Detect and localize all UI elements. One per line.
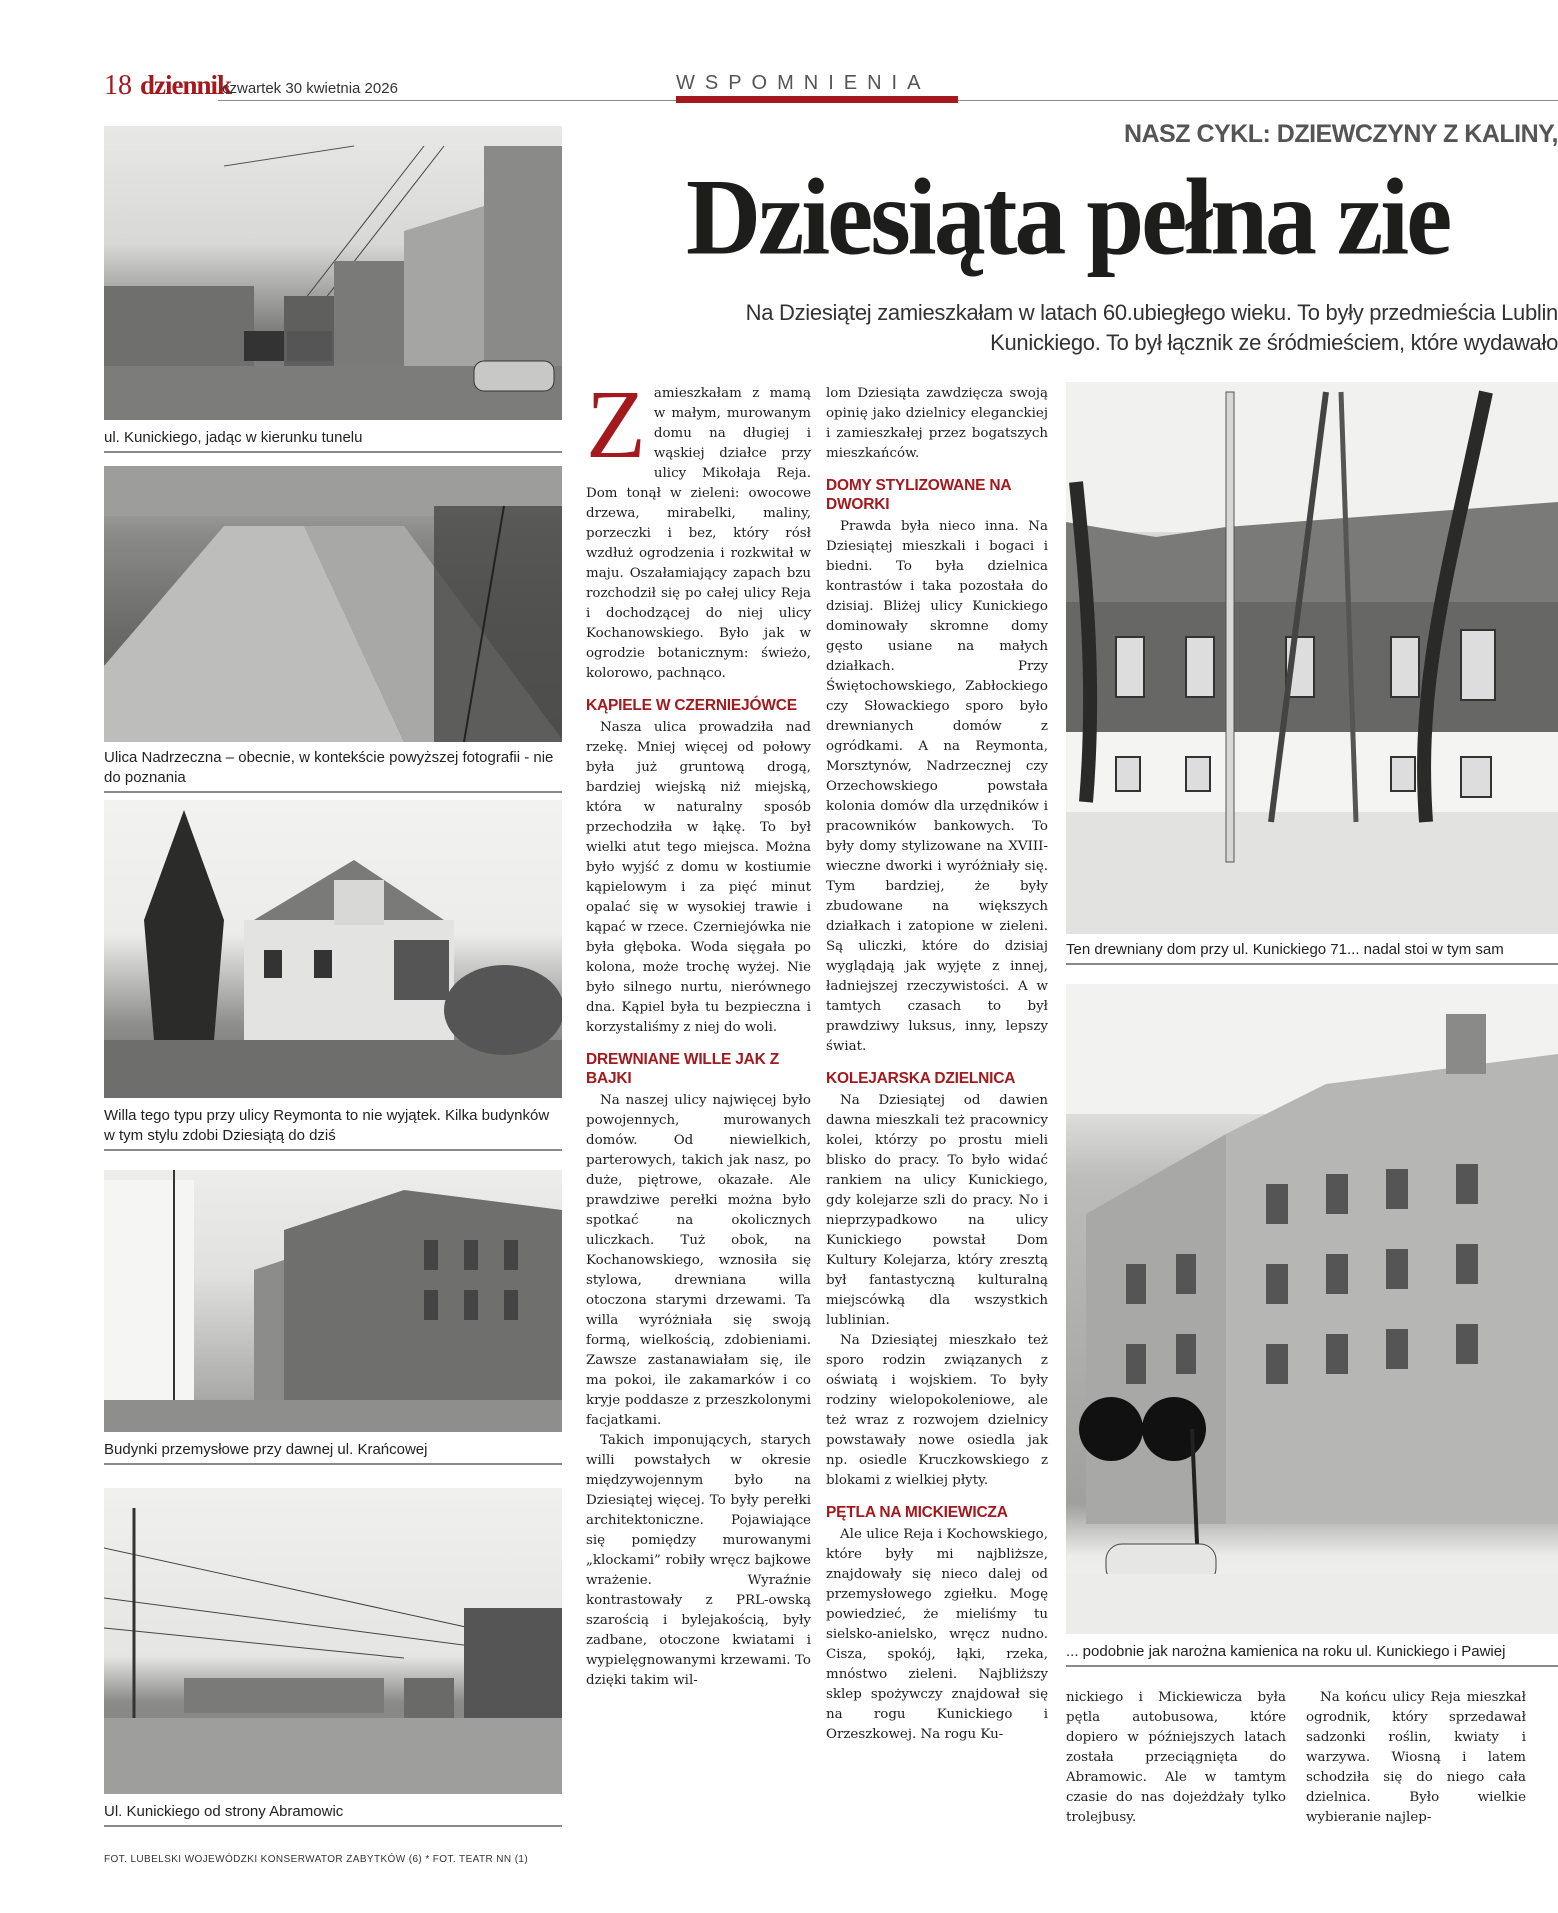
villa-scene-icon (104, 800, 562, 1098)
photo-caption: ... podobnie jak narożna kamienica na roku ul. Kunickiego i Pawiej (1066, 1642, 1558, 1667)
subheading: DOMY STYLIZOWANE NA DWORKI (826, 477, 1011, 513)
photo-krancowa-buildings (104, 1170, 562, 1432)
photo-caption: Budynki przemysłowe przy dawnej ul. Krańcowej (104, 1440, 562, 1465)
photo-caption: ul. Kunickiego, jadąc w kierunku tunelu (104, 428, 562, 453)
drop-cap: Z (586, 371, 646, 479)
page-number: 18 (104, 70, 132, 101)
brand-logo: dziennik (140, 70, 232, 100)
photo-caption: Willa tego typu przy ulicy Reymonta to nie wyjątek. Kilka budynków w tym stylu zdobi Dziesiątą do dziś (104, 1106, 562, 1151)
photo-wooden-house-kunickiego-71 (1066, 382, 1558, 934)
wooden-house-scene-icon (1066, 382, 1558, 934)
industrial-scene-icon (104, 1170, 562, 1432)
paragraph: Na końcu ulicy Reja mieszkał ogrodnik, który sprzedawał sadzonki roślin, kwiaty i warzywa. Wiosną i latem schodziła się do niego cała dzielnica. Było wielkie wybieranie najlep- (1306, 1690, 1526, 1825)
photo-reymonta-villa (104, 800, 562, 1098)
photo-credit: FOT. LUBELSKI WOJEWÓDZKI KONSERWATOR ZABYTKÓW (6) * FOT. TEATR NN (1) (104, 1854, 529, 1865)
paragraph: Takich imponujących, starych willi powstałych w okresie międzywojennym było na Dziesiątej więcej. To były perełki architektoniczne. Pojawiające się pomiędzy murowanymi „klockami” robiły wręcz bajkowe wrażenie. Wyraźnie kontrastowały z PRL-owską szarością i bylejakością, były zadbane, otoczone kwiatami i wypielęgnowanymi krzewami. To dzięki takim wil- (586, 1433, 811, 1688)
photo-kunickiego-abramowice (104, 1488, 562, 1794)
issue-date: czwartek 30 kwietnia 2026 (222, 80, 398, 97)
paragraph: Prawda była nieco inna. Na Dziesiątej mieszkali i bogaci i biedni. To była dzielnica kontrastów i taka pozostała do dzisiaj. Bliżej ulicy Kunickiego dominowały skromne domy gęsto usiane na małych działkach. Przy Świętochowskiego, Zabłockiego czy Słowackiego sporo było drewnianych domów z ogródkami. A na Reymonta, Morsztynów, Nadrzecznej czy Orzechowskiego powstała kolonia domów dla urzędników i pracowników bankowych. To były domy stylizowane na XVIII-wieczne dworki i wyróżniały się. Tym bardziej, że były zbudowane na większych działkach i zatopione w zieleni. Są uliczki, które do dzisiaj wyglądają jak wyjęte z innej, ładniejszej rzeczywistości. A w tamtych czasach to był prawdziwy luksus, inny, lepszy świat. (826, 519, 1048, 1054)
paragraph: Nasza ulica prowadziła nad rzekę. Mniej więcej od połowy była już gruntową drogą, bardziej wiejską niż miejską, która w naturalny sposób przechodziła w łąkę. To był wielki atut tego miejsca. Można było wyjść z domu w kostiumie kąpielowym i za pięć minut opalać się w wysokiej trawie i kąpać w rzece. Czerniejówka nie była głęboka. Woda sięgała po kolona, może trochę wyżej. Nie było silnego nurtu, nierównego dna. Kąpiel była tu bezpieczna i korzystaliśmy z niej do woli. (586, 720, 811, 1035)
paragraph: Na Dziesiątej od dawien dawna mieszkali też pracownicy kolei, którzy po prostu mieli blisko do pracy. To było widać rankiem na ulicy Kunickiego, gdy kolejarze szli do pracy. No i nieprzypadkowo na ulicy Kunickiego powstał Dom Kultury Kolejarza, który zresztą był fantastyczną kulturalną miejscówką dla wszystkich lublinian. (826, 1093, 1048, 1328)
subheading: PĘTLA NA MICKIEWICZA (826, 1504, 1008, 1521)
section-accent-bar (676, 96, 958, 103)
paragraph: nickiego i Mickiewicza była pętla autobusowa, które dopiero w późniejszych latach została przeciągnięta do Abramowic. Ale w tamtym czasie do nas dojeżdżały tylko trolejbusy. (1066, 1690, 1286, 1825)
street-scene-icon (104, 126, 562, 420)
dirt-road-scene-icon (104, 466, 562, 742)
article-column-2 (826, 384, 1048, 1745)
article-column-4 (1306, 1688, 1526, 1828)
subheading: KĄPIELE W CZERNIEJÓWCE (586, 697, 797, 714)
photo-caption: Ulica Nadrzeczna – obecnie, w kontekście powyższej fotografii - nie do poznania (104, 748, 562, 793)
photo-caption: Ten drewniany dom przy ul. Kunickiego 71... nadal stoi w tym sam (1066, 940, 1558, 965)
subheading: DREWNIANE WILLE JAK Z BAJKI (586, 1051, 779, 1087)
subheading: KOLEJARSKA DZIELNICA (826, 1070, 1016, 1087)
article-headline: Dziesiąta pełna zie (686, 158, 1450, 278)
article-column-3 (1066, 1688, 1286, 1828)
paragraph: Na Dziesiątej mieszkało też sporo rodzin związanych z oświatą i wojskiem. To były rodziny wielopokoleniowe, ale też wraz z rozwojem dzielnicy powstawały nowe osiedla jak np. osiedle Kruczkowskiego z blokami z wielkiej płyty. (826, 1333, 1048, 1488)
article-lead (588, 298, 1558, 358)
lead-line-2: Kunickiego. To był łącznik ze śródmieściem, które wydawało (990, 330, 1558, 355)
photo-caption: Ul. Kunickiego od strony Abramowic (104, 1802, 562, 1827)
photo-nadrzeczna-street (104, 466, 562, 742)
paragraph: Ale ulice Reja i Kochowskiego, które były mi najbliższe, znajdowały się nieco dalej od przemysłowego zgiełku. Mogę powiedzieć, że mieliśmy tu sielsko-anielsko, wręcz nudno. Cisza, spokój, łąki, rzeka, mnóstwo zieleni. Najbliższy sklep spożywczy znajdował się na rogu Kunickiego i Orzeszkowej. Na rogu Ku- (826, 1527, 1048, 1742)
lead-line-1: Na Dziesiątej zamieszkałam w latach 60.ubiegłego wieku. To były przedmieścia Lublin (745, 300, 1558, 325)
trolleybus-street-icon (104, 1488, 562, 1794)
paragraph: amieszkałam z mamą w małym, murowanym domu na długiej i wąskiej działce przy ulicy Mikołaja Reja. Dom tonął w zieleni: owocowe drzewa, mirabelki, maliny, porzeczki i bez, który rósł wzdłuż ogrodzenia i rozkwitał w maju. Oszałamiający zapach bzu rozchodził się po całej ulicy Reja i dochodzącej do niej ulicy Kochanowskiego. Było jak w ogrodzie botanicznym: świeżo, kolorowo, pachnąco. (586, 386, 811, 681)
article-column-1 (586, 371, 811, 1691)
paragraph: Na naszej ulicy najwięcej było powojennych, murowanych domów. Od niewielkich, parterowych, takich jak nasz, po duże, piętrowe, okazałe. Ale prawdziwe perełki można było spotkać na okolicznych uliczkach. Tuż obok, na Kochanowskiego, wznosiła się stylowa, drewniana willa otoczona starymi drzewami. Ta willa wyróżniała się swoją formą, wielkością, zdobieniami. Zawsze zastanawiałam się, ile ma pokoi, ile zakamarków i co kryje poddasze z przeszkolonymi facjatkami. (586, 1093, 811, 1428)
paragraph: lom Dziesiąta zawdzięcza swoją opinię jako dzielnicy eleganckiej i zamieszkałej przez bogatszych mieszkańców. (826, 386, 1048, 461)
tenement-scene-icon (1066, 984, 1558, 1634)
section-label: WSPOMNIENIA (676, 72, 931, 94)
photo-corner-tenement-kunickiego-pawia (1066, 984, 1558, 1634)
article-kicker: NASZ CYKL: DZIEWCZYNY Z KALINY, (1123, 120, 1558, 148)
photo-kunickiego-street (104, 126, 562, 420)
